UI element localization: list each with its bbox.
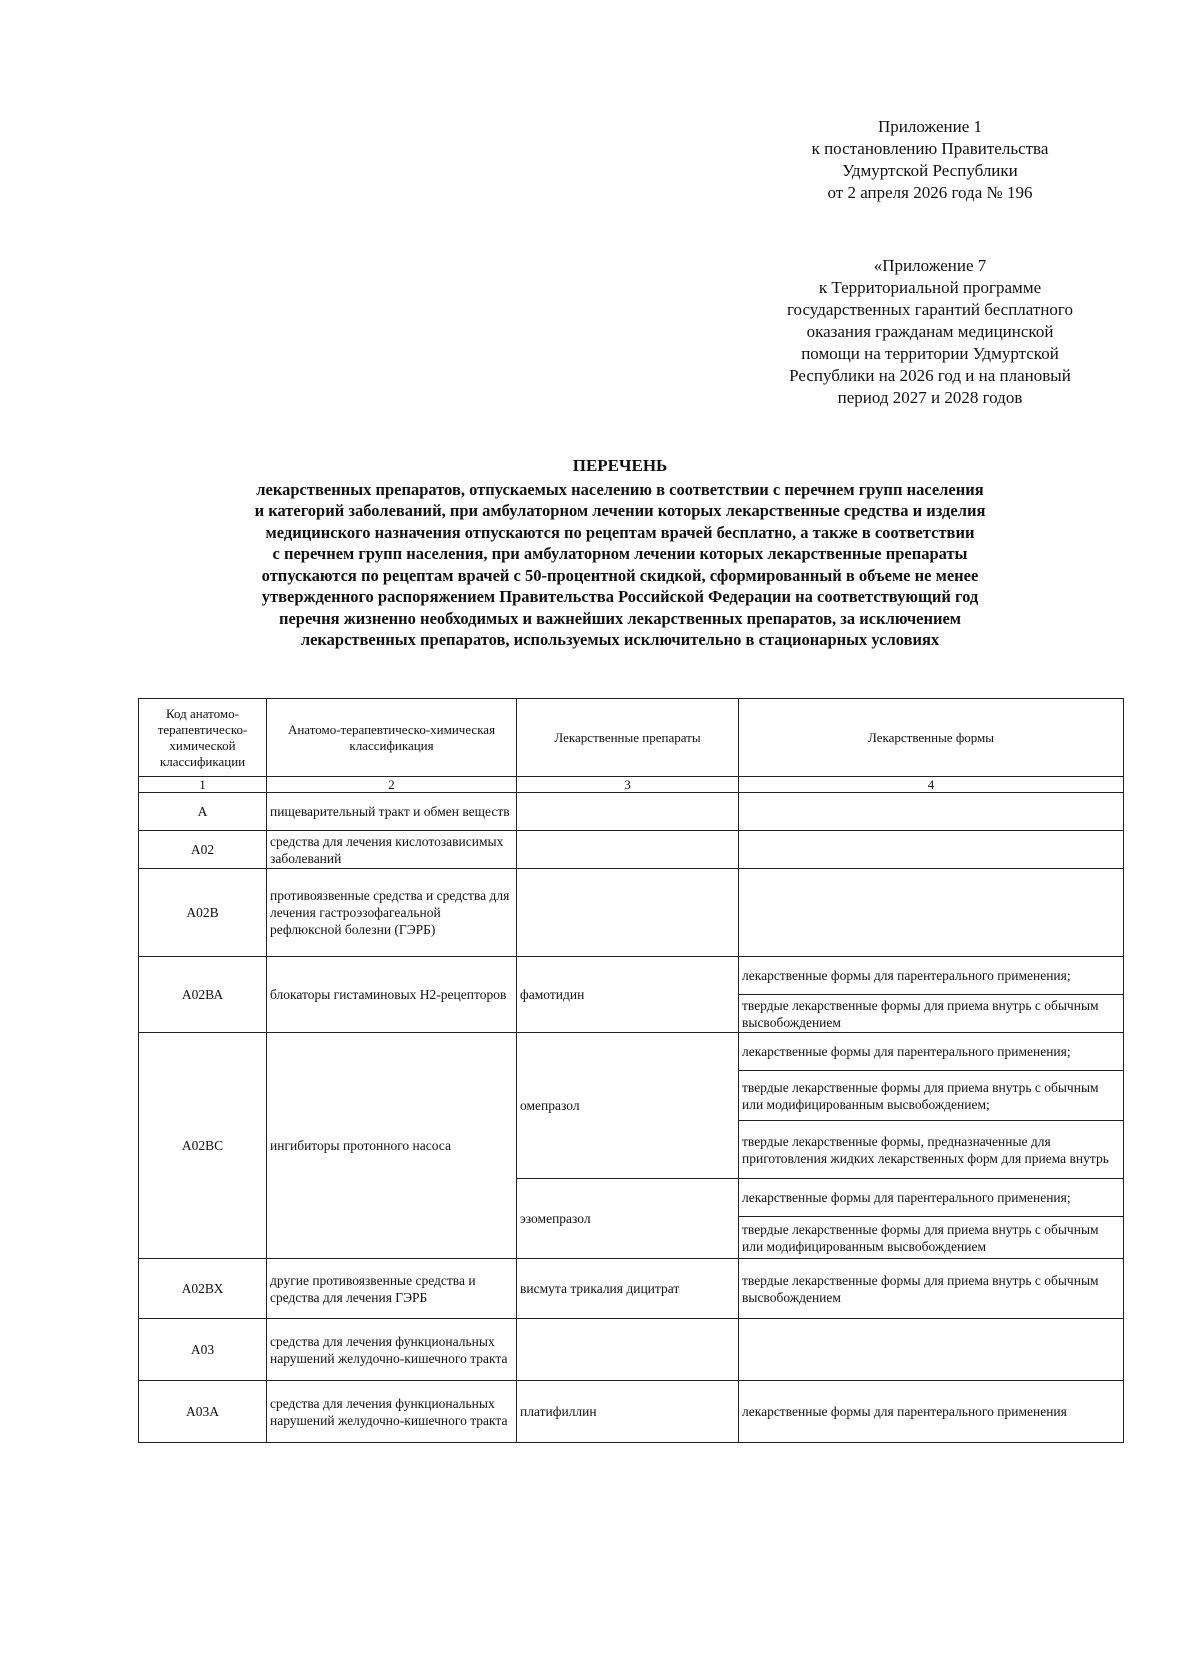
column-number: 2 xyxy=(267,777,517,793)
table-row xyxy=(139,957,1124,995)
appendix-1-line: Приложение 1 xyxy=(878,117,982,136)
title-line: лекарственных препаратов, отпускаемых населению в соответствии с перечнем групп населения xyxy=(256,479,984,499)
appendix-1-line: от 2 апреля 2026 года № 196 xyxy=(827,183,1033,202)
row-code: А03А xyxy=(139,1381,267,1443)
row-atc: средства для лечения кислотозависимых заболеваний xyxy=(267,831,517,869)
row-form: твердые лекарственные формы для приема внутрь с обычным высвобождением xyxy=(739,1259,1124,1319)
row-atc: средства для лечения функциональных нарушений желудочно-кишечного тракта xyxy=(267,1319,517,1381)
appendix-7-line: помощи на территории Удмуртской xyxy=(801,344,1059,363)
row-form: твердые лекарственные формы для приема внутрь с обычным или модифицированным высвобождением xyxy=(739,1217,1124,1259)
appendix-7-line: период 2027 и 2028 годов xyxy=(837,388,1023,407)
row-form: твердые лекарственные формы для приема внутрь с обычным высвобождением xyxy=(739,995,1124,1033)
row-drug xyxy=(517,869,739,957)
row-code: А02 xyxy=(139,831,267,869)
row-code: А xyxy=(139,793,267,831)
row-drug xyxy=(517,1319,739,1381)
appendix-1-line: Удмуртской Республики xyxy=(842,161,1018,180)
table-row xyxy=(139,1259,1124,1319)
row-drug: омепразол xyxy=(517,1033,739,1179)
row-drug: висмута трикалия дицитрат xyxy=(517,1259,739,1319)
title-line: и категорий заболеваний, при амбулаторном лечении которых лекарственные средства и изделия xyxy=(254,501,986,520)
appendix-7-line: оказания гражданам медицинской xyxy=(806,322,1054,341)
appendix-1-header xyxy=(740,116,1120,204)
row-atc: блокаторы гистаминовых Н2-рецепторов xyxy=(267,957,517,1033)
row-drug xyxy=(517,793,739,831)
title-line: лекарственных препаратов, используемых исключительно в стационарных условиях xyxy=(300,630,940,649)
row-atc: другие противоязвенные средства и средства для лечения ГЭРБ xyxy=(267,1259,517,1319)
header-code: Код анатомо-терапевтическо-химической классификации xyxy=(139,699,267,777)
title-line: утвержденного распоряжением Правительства Российской Федерации на соответствующий год xyxy=(261,587,979,606)
row-drug: фамотидин xyxy=(517,957,739,1033)
table-row xyxy=(139,1033,1124,1071)
row-atc: противоязвенные средства и средства для лечения гастроэзофагеальной рефлюксной болезни (ГЭРБ) xyxy=(267,869,517,957)
table-numbers-row xyxy=(139,777,1124,793)
document-title xyxy=(170,455,1070,651)
title-line: медицинского назначения отпускаются по рецептам врачей бесплатно, а также в соответствии xyxy=(265,522,975,542)
table-row xyxy=(139,1381,1124,1443)
row-form: лекарственные формы для парентерального применения; xyxy=(739,957,1124,995)
row-form: твердые лекарственные формы для приема внутрь с обычным или модифицированным высвобождением; xyxy=(739,1071,1124,1121)
row-form xyxy=(739,869,1124,957)
row-code: А02В xyxy=(139,869,267,957)
appendix-7-line: государственных гарантий бесплатного xyxy=(787,300,1073,319)
column-number: 1 xyxy=(139,777,267,793)
appendix-7-header xyxy=(740,255,1120,409)
title-line: с перечнем групп населения, при амбулаторном лечении которых лекарственные препараты xyxy=(272,544,968,563)
row-form: лекарственные формы для парентерального применения xyxy=(739,1381,1124,1443)
table-header-row xyxy=(139,699,1124,777)
header-drugs: Лекарственные препараты xyxy=(517,699,739,777)
title-heading: ПЕРЕЧЕНЬ xyxy=(572,456,668,475)
row-code: А02ВС xyxy=(139,1033,267,1259)
row-drug: платифиллин xyxy=(517,1381,739,1443)
header-forms: Лекарственные формы xyxy=(739,699,1124,777)
row-code: А02ВХ xyxy=(139,1259,267,1319)
row-code: А03 xyxy=(139,1319,267,1381)
row-drug xyxy=(517,831,739,869)
title-line: перечня жизненно необходимых и важнейших лекарственных препаратов, за исключением xyxy=(278,608,962,628)
row-atc: ингибиторы протонного насоса xyxy=(267,1033,517,1259)
appendix-7-line: к Территориальной программе xyxy=(818,278,1042,297)
title-line: отпускаются по рецептам врачей с 50-процентной скидкой, сформированный в объеме не менее xyxy=(261,565,979,585)
row-drug: эзомепразол xyxy=(517,1179,739,1259)
row-code: А02ВА xyxy=(139,957,267,1033)
row-form xyxy=(739,1319,1124,1381)
row-form xyxy=(739,831,1124,869)
column-number: 4 xyxy=(739,777,1124,793)
row-form xyxy=(739,793,1124,831)
header-atc: Анатомо-терапевтическо-химическая классификация xyxy=(267,699,517,777)
row-atc: средства для лечения функциональных нарушений желудочно-кишечного тракта xyxy=(267,1381,517,1443)
table-row xyxy=(139,869,1124,957)
row-atc: пищеварительный тракт и обмен веществ xyxy=(267,793,517,831)
appendix-1-line: к постановлению Правительства xyxy=(811,139,1049,158)
column-number: 3 xyxy=(517,777,739,793)
table-row xyxy=(139,1319,1124,1381)
row-form: твердые лекарственные формы, предназначенные для приготовления жидких лекарственных форм для приема внутрь xyxy=(739,1121,1124,1179)
row-form: лекарственные формы для парентерального применения; xyxy=(739,1179,1124,1217)
row-form: лекарственные формы для парентерального применения; xyxy=(739,1033,1124,1071)
drug-list-table xyxy=(138,698,1124,1443)
table-row xyxy=(139,831,1124,869)
table-row xyxy=(139,793,1124,831)
appendix-7-line: «Приложение 7 xyxy=(873,256,987,275)
appendix-7-line: Республики на 2026 год и на плановый xyxy=(789,366,1071,385)
